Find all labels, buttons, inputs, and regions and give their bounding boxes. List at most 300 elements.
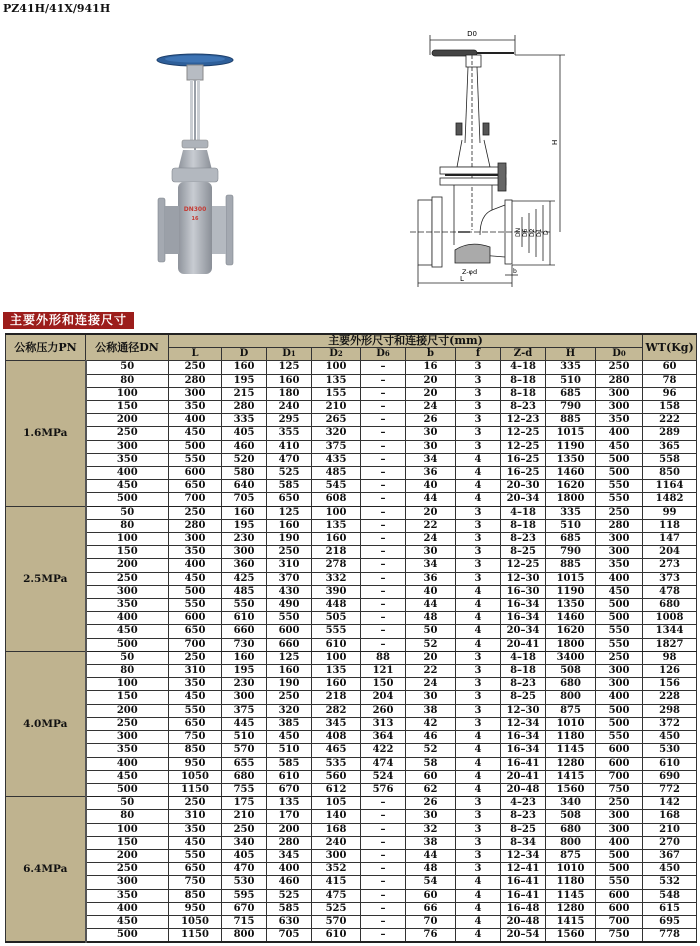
cell-dn: 150: [86, 401, 169, 414]
cell-d0: 750: [596, 929, 643, 943]
cell-wt: 289: [643, 427, 697, 440]
cell-d2: 160: [312, 678, 361, 691]
cell-h: 680: [546, 678, 596, 691]
cell-b: 32: [406, 823, 456, 836]
cell-dn: 100: [86, 823, 169, 836]
cell-z-d: 16–34: [501, 731, 546, 744]
cell-h: 1015: [546, 427, 596, 440]
cell-l: 300: [169, 533, 222, 546]
cell-d6: –: [361, 638, 406, 651]
cell-dn: 300: [86, 876, 169, 889]
cell-d6: –: [361, 915, 406, 928]
cell-d6: –: [361, 823, 406, 836]
cell-b: 34: [406, 453, 456, 466]
cell-wt: 367: [643, 849, 697, 862]
cell-d1: 610: [267, 770, 312, 783]
cell-b: 58: [406, 757, 456, 770]
cell-d0: 250: [596, 651, 643, 664]
section-title: 主要外形和连接尺寸: [3, 312, 134, 329]
cell-d1: 705: [267, 929, 312, 943]
cell-dn: 500: [86, 638, 169, 651]
cell-h: 1460: [546, 612, 596, 625]
cell-d2: 155: [312, 387, 361, 400]
cell-d2: 210: [312, 401, 361, 414]
cell-f: 4: [456, 493, 501, 506]
dim-D2-label: D2: [529, 228, 536, 237]
cell-d1: 600: [267, 625, 312, 638]
cell-dn: 500: [86, 493, 169, 506]
cell-b: 44: [406, 849, 456, 862]
cell-d0: 300: [596, 810, 643, 823]
cell-d1: 135: [267, 797, 312, 810]
subheader-d2: [312, 348, 361, 361]
subheader-main: H: [565, 348, 576, 360]
cell-h: 875: [546, 849, 596, 862]
cell-d: 375: [222, 704, 267, 717]
table-row: [6, 876, 697, 889]
cell-d1: 470: [267, 453, 312, 466]
subheader-subscript: 2: [337, 349, 343, 359]
cell-l: 600: [169, 612, 222, 625]
cell-d1: 385: [267, 717, 312, 730]
cell-d2: 135: [312, 519, 361, 532]
cell-z-d: 16–41: [501, 876, 546, 889]
cell-wt: 532: [643, 876, 697, 889]
cell-d: 210: [222, 810, 267, 823]
cell-h: 800: [546, 836, 596, 849]
cell-d1: 125: [267, 361, 312, 374]
cell-wt: 142: [643, 797, 697, 810]
cell-wt: 270: [643, 836, 697, 849]
cell-d6: 313: [361, 717, 406, 730]
cell-d0: 400: [596, 836, 643, 849]
cell-l: 350: [169, 401, 222, 414]
cell-d0: 600: [596, 902, 643, 915]
cell-l: 550: [169, 453, 222, 466]
table-row: [6, 519, 697, 532]
cell-d1: 585: [267, 480, 312, 493]
cell-b: 20: [406, 506, 456, 519]
cell-d6: –: [361, 361, 406, 374]
cell-wt: 204: [643, 546, 697, 559]
cell-wt: 228: [643, 691, 697, 704]
cell-f: 3: [456, 519, 501, 532]
cell-d0: 450: [596, 585, 643, 598]
cell-d6: 474: [361, 757, 406, 770]
cell-d6: –: [361, 493, 406, 506]
cell-h: 1180: [546, 876, 596, 889]
cell-d2: 100: [312, 651, 361, 664]
cell-d6: –: [361, 902, 406, 915]
cell-b: 24: [406, 401, 456, 414]
cell-d0: 300: [596, 401, 643, 414]
cell-d6: –: [361, 427, 406, 440]
cell-b: 38: [406, 704, 456, 717]
cell-b: 40: [406, 480, 456, 493]
cell-d6: 422: [361, 744, 406, 757]
cell-d: 580: [222, 467, 267, 480]
table-row: [6, 836, 697, 849]
cell-b: 22: [406, 665, 456, 678]
cell-dn: 400: [86, 757, 169, 770]
cell-d2: 100: [312, 361, 361, 374]
cell-d1: 250: [267, 691, 312, 704]
cell-d1: 670: [267, 783, 312, 796]
dim-L-label: L: [460, 275, 464, 283]
cell-d: 300: [222, 691, 267, 704]
cell-wt: 96: [643, 387, 697, 400]
cell-h: 335: [546, 361, 596, 374]
table-row: [6, 427, 697, 440]
table-row: [6, 559, 697, 572]
cell-b: 60: [406, 889, 456, 902]
cell-f: 4: [456, 731, 501, 744]
cell-d0: 500: [596, 453, 643, 466]
cell-z-d: 16–48: [501, 902, 546, 915]
cell-d2: 505: [312, 612, 361, 625]
cell-h: 1800: [546, 493, 596, 506]
table-row: [6, 810, 697, 823]
cell-d0: 550: [596, 625, 643, 638]
subheader-main: D: [376, 348, 385, 360]
cell-l: 310: [169, 665, 222, 678]
cell-b: 26: [406, 797, 456, 810]
cell-z-d: 20–34: [501, 625, 546, 638]
cell-h: 1280: [546, 902, 596, 915]
cell-b: 30: [406, 810, 456, 823]
cell-l: 1150: [169, 929, 222, 943]
cell-d0: 300: [596, 665, 643, 678]
cell-wt: 147: [643, 533, 697, 546]
subheader-d0: [596, 348, 643, 361]
cell-z-d: 12–25: [501, 559, 546, 572]
cell-z-d: 8–18: [501, 374, 546, 387]
cell-d0: 600: [596, 757, 643, 770]
cell-f: 3: [456, 374, 501, 387]
cell-z-d: 20–54: [501, 929, 546, 943]
cell-d1: 550: [267, 612, 312, 625]
cell-wt: 126: [643, 665, 697, 678]
cell-b: 34: [406, 559, 456, 572]
cell-h: 1145: [546, 889, 596, 902]
cell-h: 3400: [546, 651, 596, 664]
cell-d6: –: [361, 467, 406, 480]
cell-b: 20: [406, 651, 456, 664]
cell-d1: 200: [267, 823, 312, 836]
cell-z-d: 20–41: [501, 770, 546, 783]
cell-d0: 400: [596, 572, 643, 585]
cell-d0: 300: [596, 823, 643, 836]
cell-dn: 250: [86, 717, 169, 730]
subheader-main: D: [282, 348, 291, 360]
cell-wt: 680: [643, 599, 697, 612]
cell-d: 680: [222, 770, 267, 783]
cell-wt: 478: [643, 585, 697, 598]
cell-d1: 320: [267, 704, 312, 717]
cell-f: 3: [456, 440, 501, 453]
cell-d0: 500: [596, 704, 643, 717]
cell-d1: 370: [267, 572, 312, 585]
cell-l: 700: [169, 638, 222, 651]
cell-d1: 240: [267, 401, 312, 414]
table-row: [6, 414, 697, 427]
cell-l: 750: [169, 731, 222, 744]
cell-dn: 450: [86, 625, 169, 638]
cell-dn: 100: [86, 387, 169, 400]
cell-dn: 450: [86, 770, 169, 783]
cell-d2: 135: [312, 374, 361, 387]
cell-z-d: 8–18: [501, 387, 546, 400]
cell-wt: 99: [643, 506, 697, 519]
cell-l: 500: [169, 440, 222, 453]
cell-h: 1560: [546, 783, 596, 796]
cell-h: 1010: [546, 863, 596, 876]
cell-z-d: 12–25: [501, 440, 546, 453]
cell-b: 52: [406, 638, 456, 651]
cell-b: 30: [406, 427, 456, 440]
cell-wt: 610: [643, 757, 697, 770]
cell-z-d: 12–34: [501, 849, 546, 862]
cell-wt: 690: [643, 770, 697, 783]
cell-d: 610: [222, 612, 267, 625]
cell-z-d: 8–23: [501, 401, 546, 414]
cell-d2: 475: [312, 889, 361, 902]
cell-h: 1620: [546, 480, 596, 493]
cell-z-d: 16–34: [501, 612, 546, 625]
cell-d: 715: [222, 915, 267, 928]
cell-dn: 200: [86, 849, 169, 862]
cell-d1: 160: [267, 374, 312, 387]
cell-dn: 500: [86, 783, 169, 796]
cell-h: 1015: [546, 572, 596, 585]
table-row: [6, 915, 697, 928]
cell-wt: 365: [643, 440, 697, 453]
cell-d1: 180: [267, 387, 312, 400]
cell-wt: 273: [643, 559, 697, 572]
cell-z-d: 12–25: [501, 427, 546, 440]
cell-z-d: 12–30: [501, 704, 546, 717]
cell-dn: 400: [86, 902, 169, 915]
cell-z-d: 20–30: [501, 480, 546, 493]
cell-h: 680: [546, 823, 596, 836]
cell-dn: 400: [86, 467, 169, 480]
cell-d6: –: [361, 533, 406, 546]
dim-D-label: D: [543, 230, 550, 235]
valve-technical-drawing: [410, 25, 570, 290]
cell-b: 48: [406, 612, 456, 625]
cell-b: 26: [406, 414, 456, 427]
cell-b: 54: [406, 876, 456, 889]
cell-d: 470: [222, 863, 267, 876]
cell-d2: 408: [312, 731, 361, 744]
cell-d: 405: [222, 849, 267, 862]
dim-Zd-label: Z-φd: [462, 268, 478, 276]
header-dn: 公称通径DN: [86, 334, 169, 361]
cell-d: 335: [222, 414, 267, 427]
cell-l: 300: [169, 387, 222, 400]
cell-d1: 190: [267, 678, 312, 691]
cell-f: 3: [456, 691, 501, 704]
cell-l: 1050: [169, 915, 222, 928]
table-row: [6, 929, 697, 943]
handwheel-icon: [157, 54, 233, 66]
dim-D1-label: D1: [536, 228, 543, 237]
cell-l: 350: [169, 823, 222, 836]
cell-d6: –: [361, 546, 406, 559]
table-row: [6, 717, 697, 730]
cell-d2: 485: [312, 467, 361, 480]
dim-D0-label: D0: [467, 30, 477, 38]
cell-d: 175: [222, 797, 267, 810]
cell-h: 1190: [546, 585, 596, 598]
cell-f: 4: [456, 453, 501, 466]
cell-z-d: 4–18: [501, 506, 546, 519]
cell-f: 3: [456, 863, 501, 876]
cell-d0: 400: [596, 427, 643, 440]
cell-wt: 156: [643, 678, 697, 691]
cell-l: 400: [169, 559, 222, 572]
cell-d: 160: [222, 651, 267, 664]
cell-d1: 190: [267, 533, 312, 546]
cell-dn: 350: [86, 453, 169, 466]
cell-f: 4: [456, 757, 501, 770]
subheader-main: f: [475, 348, 481, 360]
cell-dn: 150: [86, 546, 169, 559]
cell-dn: 400: [86, 612, 169, 625]
cell-d6: –: [361, 506, 406, 519]
subheader-main: Z-d: [513, 348, 533, 360]
dim-D6-label: D6: [522, 228, 529, 237]
table-row: [6, 731, 697, 744]
cell-dn: 300: [86, 731, 169, 744]
cell-d1: 345: [267, 849, 312, 862]
cell-b: 24: [406, 533, 456, 546]
cell-d2: 560: [312, 770, 361, 783]
cell-d: 670: [222, 902, 267, 915]
cell-z-d: 20–34: [501, 493, 546, 506]
cell-z-d: 16–30: [501, 585, 546, 598]
cell-d6: –: [361, 387, 406, 400]
cell-f: 4: [456, 467, 501, 480]
cell-f: 3: [456, 361, 501, 374]
cell-z-d: 16–25: [501, 467, 546, 480]
cell-d1: 280: [267, 836, 312, 849]
cell-d: 215: [222, 387, 267, 400]
cell-dn: 150: [86, 691, 169, 704]
cell-d2: 555: [312, 625, 361, 638]
subheader-subscript: 0: [620, 349, 626, 359]
cell-d0: 350: [596, 559, 643, 572]
cell-b: 30: [406, 440, 456, 453]
cell-wt: 772: [643, 783, 697, 796]
cell-b: 22: [406, 519, 456, 532]
cell-d6: –: [361, 453, 406, 466]
cell-l: 310: [169, 810, 222, 823]
cell-l: 750: [169, 876, 222, 889]
valve-marking: DN300: [183, 206, 207, 213]
cell-f: 3: [456, 572, 501, 585]
cell-z-d: 20–48: [501, 915, 546, 928]
cell-f: 4: [456, 876, 501, 889]
cell-z-d: 8–23: [501, 810, 546, 823]
cell-f: 4: [456, 585, 501, 598]
cell-h: 885: [546, 559, 596, 572]
cell-l: 650: [169, 717, 222, 730]
cell-b: 38: [406, 836, 456, 849]
cell-d2: 218: [312, 691, 361, 704]
cell-wt: 60: [643, 361, 697, 374]
cell-d2: 390: [312, 585, 361, 598]
cell-d2: 545: [312, 480, 361, 493]
cell-dn: 300: [86, 585, 169, 598]
table-row: [6, 612, 697, 625]
cell-l: 450: [169, 427, 222, 440]
cell-z-d: 12–34: [501, 717, 546, 730]
cell-d: 425: [222, 572, 267, 585]
cell-l: 450: [169, 691, 222, 704]
cell-d6: –: [361, 599, 406, 612]
cell-d0: 500: [596, 849, 643, 862]
cell-h: 1460: [546, 467, 596, 480]
cell-d1: 250: [267, 546, 312, 559]
cell-d2: 535: [312, 757, 361, 770]
cell-d0: 750: [596, 783, 643, 796]
table-row: [6, 493, 697, 506]
cell-d2: 278: [312, 559, 361, 572]
cell-b: 36: [406, 572, 456, 585]
cell-d2: 352: [312, 863, 361, 876]
cell-d: 595: [222, 889, 267, 902]
cell-d0: 500: [596, 863, 643, 876]
cell-b: 20: [406, 387, 456, 400]
cell-dn: 100: [86, 678, 169, 691]
cell-b: 16: [406, 361, 456, 374]
cell-f: 3: [456, 427, 501, 440]
cell-d2: 135: [312, 665, 361, 678]
cell-d2: 570: [312, 915, 361, 928]
cell-d6: –: [361, 480, 406, 493]
cell-d0: 550: [596, 731, 643, 744]
cell-l: 650: [169, 863, 222, 876]
cell-h: 1560: [546, 929, 596, 943]
cell-dn: 200: [86, 559, 169, 572]
cell-wt: 548: [643, 889, 697, 902]
cell-f: 3: [456, 533, 501, 546]
cell-dn: 100: [86, 533, 169, 546]
cell-d2: 465: [312, 744, 361, 757]
cell-f: 3: [456, 704, 501, 717]
cell-b: 30: [406, 546, 456, 559]
cell-h: 1350: [546, 599, 596, 612]
cell-d0: 500: [596, 599, 643, 612]
cell-l: 250: [169, 506, 222, 519]
table-row: [6, 453, 697, 466]
cell-l: 350: [169, 546, 222, 559]
cell-d: 755: [222, 783, 267, 796]
cell-z-d: 16–34: [501, 744, 546, 757]
cell-d2: 320: [312, 427, 361, 440]
cell-d6: –: [361, 585, 406, 598]
cell-b: 44: [406, 599, 456, 612]
cell-d1: 170: [267, 810, 312, 823]
cell-d1: 585: [267, 757, 312, 770]
cell-z-d: 16–25: [501, 453, 546, 466]
dim-H-label: H: [551, 139, 559, 145]
cell-z-d: 16–34: [501, 599, 546, 612]
cell-f: 3: [456, 414, 501, 427]
cell-d: 550: [222, 599, 267, 612]
cell-d6: –: [361, 612, 406, 625]
